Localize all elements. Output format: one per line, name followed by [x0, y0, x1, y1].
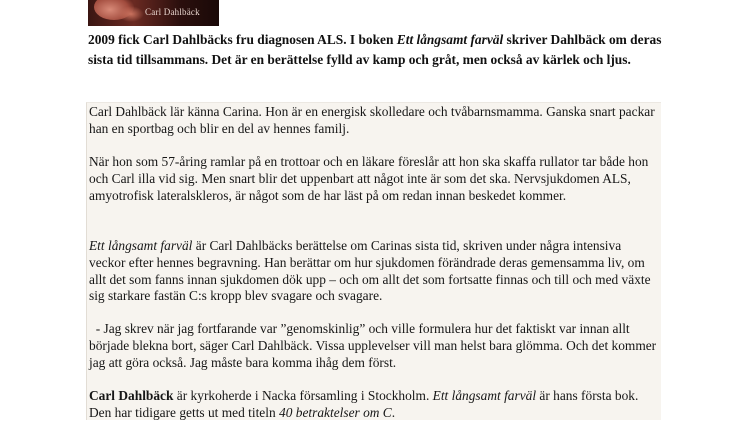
- body-paragraph-4-quote: - Jag skrev när jag fortfarande var ”genomskinlig” och ville formulera hur det faktiskt var innan allt började blekna bort, säger Carl Dahlbäck. Vissa upplevelser vill man helst bara glömma. Och det kommer jag att göra också. Jag måste bara komma ihåg dem först.: [89, 321, 660, 370]
- author-bio-previous-title: 40 betraktelser om C: [279, 404, 392, 420]
- lead-text-2: skriver Dahlbäck om deras sista tid tillsammans. Det är en berättelse fylld av kamp och gråt, men också av kärlek och ljus.: [88, 32, 662, 67]
- body-paragraph-3-text: är Carl Dahlbäcks berättelse om Carinas sista tid, skriven under några intensiva veckor efter hennes begravning. Han berättar om hur sjukdomen förändrade deras gemensamma liv, om allt det som fanns innan sjukdomen dök upp – och om allt det som fortsatte finnas och till och med växte sig starkare fastän C:s kropp blev svagare och svagare.: [89, 238, 651, 304]
- author-bio-paragraph: [89, 388, 659, 422]
- cover-author-text: Carl Dahlbäck: [145, 7, 200, 17]
- author-bio-book-title: Ett långsamt farväl: [432, 388, 537, 403]
- cover-hand-shape-2: [118, 6, 144, 22]
- body-paragraph-1: Carl Dahlbäck lär känna Carina. Hon är en energisk skolledare och tvåbarnsmamma. Ganska snart packar han en sportbag och blir en del av hennes familj.: [89, 104, 655, 136]
- lead-paragraph: [88, 30, 663, 69]
- body-paragraph-2: När hon som 57-åring ramlar på en trottoar och en läkare föreslår att hon ska skaffa rullator tar både hon och Carl illa vid sig. Men snart blir det uppenbart att något inte är som det ska. Nervsjukdomen ALS, amyotrofisk lateralskleros, är något som de har läst på om redan innan beskedet kommer.: [89, 154, 649, 203]
- body-book-title: Ett långsamt farväl: [89, 238, 193, 253]
- author-bio-end: .: [391, 404, 396, 420]
- lead-text-1: 2009 fick Carl Dahlbäcks fru diagnosen ALS. I boken: [88, 32, 397, 47]
- author-bio-text-1: är kyrkoherde i Nacka församling i Stockholm.: [173, 388, 433, 403]
- author-bio-text-2: är hans första bok. Den har tidigare getts ut med titeln: [89, 388, 639, 420]
- lead-book-title: Ett långsamt farväl: [396, 32, 504, 47]
- body-paragraph-3: [89, 238, 659, 305]
- book-cover-image: [88, 0, 219, 26]
- author-name: Carl Dahlbäck: [89, 388, 174, 403]
